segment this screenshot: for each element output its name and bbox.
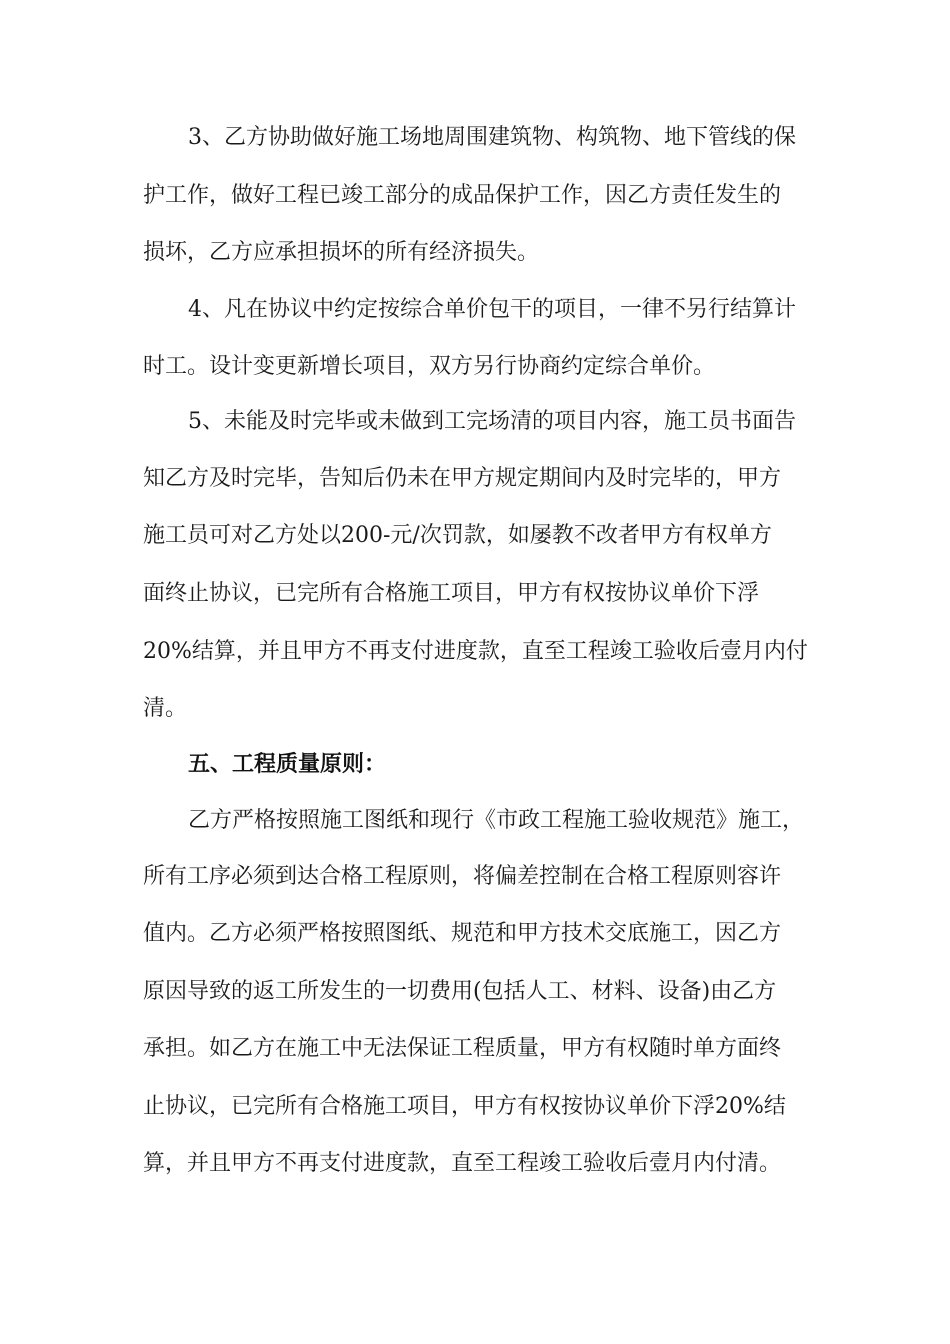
quality-paragraph-line-7: 算，并且甲方不再支付进度款，直至工程竣工验收后壹月内付清。 (143, 1151, 782, 1176)
paragraph-5-line-6: 清。 (143, 696, 188, 721)
paragraph-5-line-2: 知乙方及时完毕，告知后仍未在甲方规定期间内及时完毕的，甲方 (143, 466, 782, 491)
paragraph-5-line-3: 施工员可对乙方处以200-元/次罚款，如屡教不改者甲方有权单方 (143, 523, 772, 548)
quality-paragraph-line-3: 值内。乙方必须严格按照图纸、规范和甲方技术交底施工，因乙方 (143, 921, 782, 946)
quality-paragraph-line-4: 原因导致的返工所发生的一切费用(包括人工、材料、设备)由乙方 (143, 979, 777, 1004)
paragraph-4-line-2: 时工。设计变更新增长项目，双方另行协商约定综合单价。 (143, 354, 716, 379)
section-heading: 五、工程质量原则： (188, 752, 387, 777)
paragraph-3-line-2: 护工作，做好工程已竣工部分的成品保护工作，因乙方责任发生的 (143, 183, 782, 208)
quality-paragraph-line-2: 所有工序必须到达合格工程原则，将偏差控制在合格工程原则容许 (143, 864, 782, 889)
paragraph-5-line-1: 5、未能及时完毕或未做到工完场清的项目内容，施工员书面告 (188, 409, 796, 434)
quality-paragraph-line-5: 承担。如乙方在施工中无法保证工程质量，甲方有权随时单方面终 (143, 1036, 782, 1061)
paragraph-3-line-1: 3、乙方协助做好施工场地周围建筑物、构筑物、地下管线的保 (188, 125, 796, 150)
paragraph-4-line-1: 4、凡在协议中约定按综合单价包干的项目，一律不另行结算计 (188, 297, 796, 322)
paragraph-5-line-4: 面终止协议，已完所有合格施工项目，甲方有权按协议单价下浮 (143, 581, 760, 606)
paragraph-3-line-3: 损坏，乙方应承担损坏的所有经济损失。 (143, 240, 540, 265)
quality-paragraph-line-1: 乙方严格按照施工图纸和现行《市政工程施工验收规范》施工， (188, 808, 805, 833)
paragraph-5-line-5: 20%结算，并且甲方不再支付进度款，直至工程竣工验收后壹月内付 (143, 639, 808, 664)
quality-paragraph-line-6: 止协议，已完所有合格施工项目，甲方有权按协议单价下浮20%结 (143, 1094, 786, 1119)
